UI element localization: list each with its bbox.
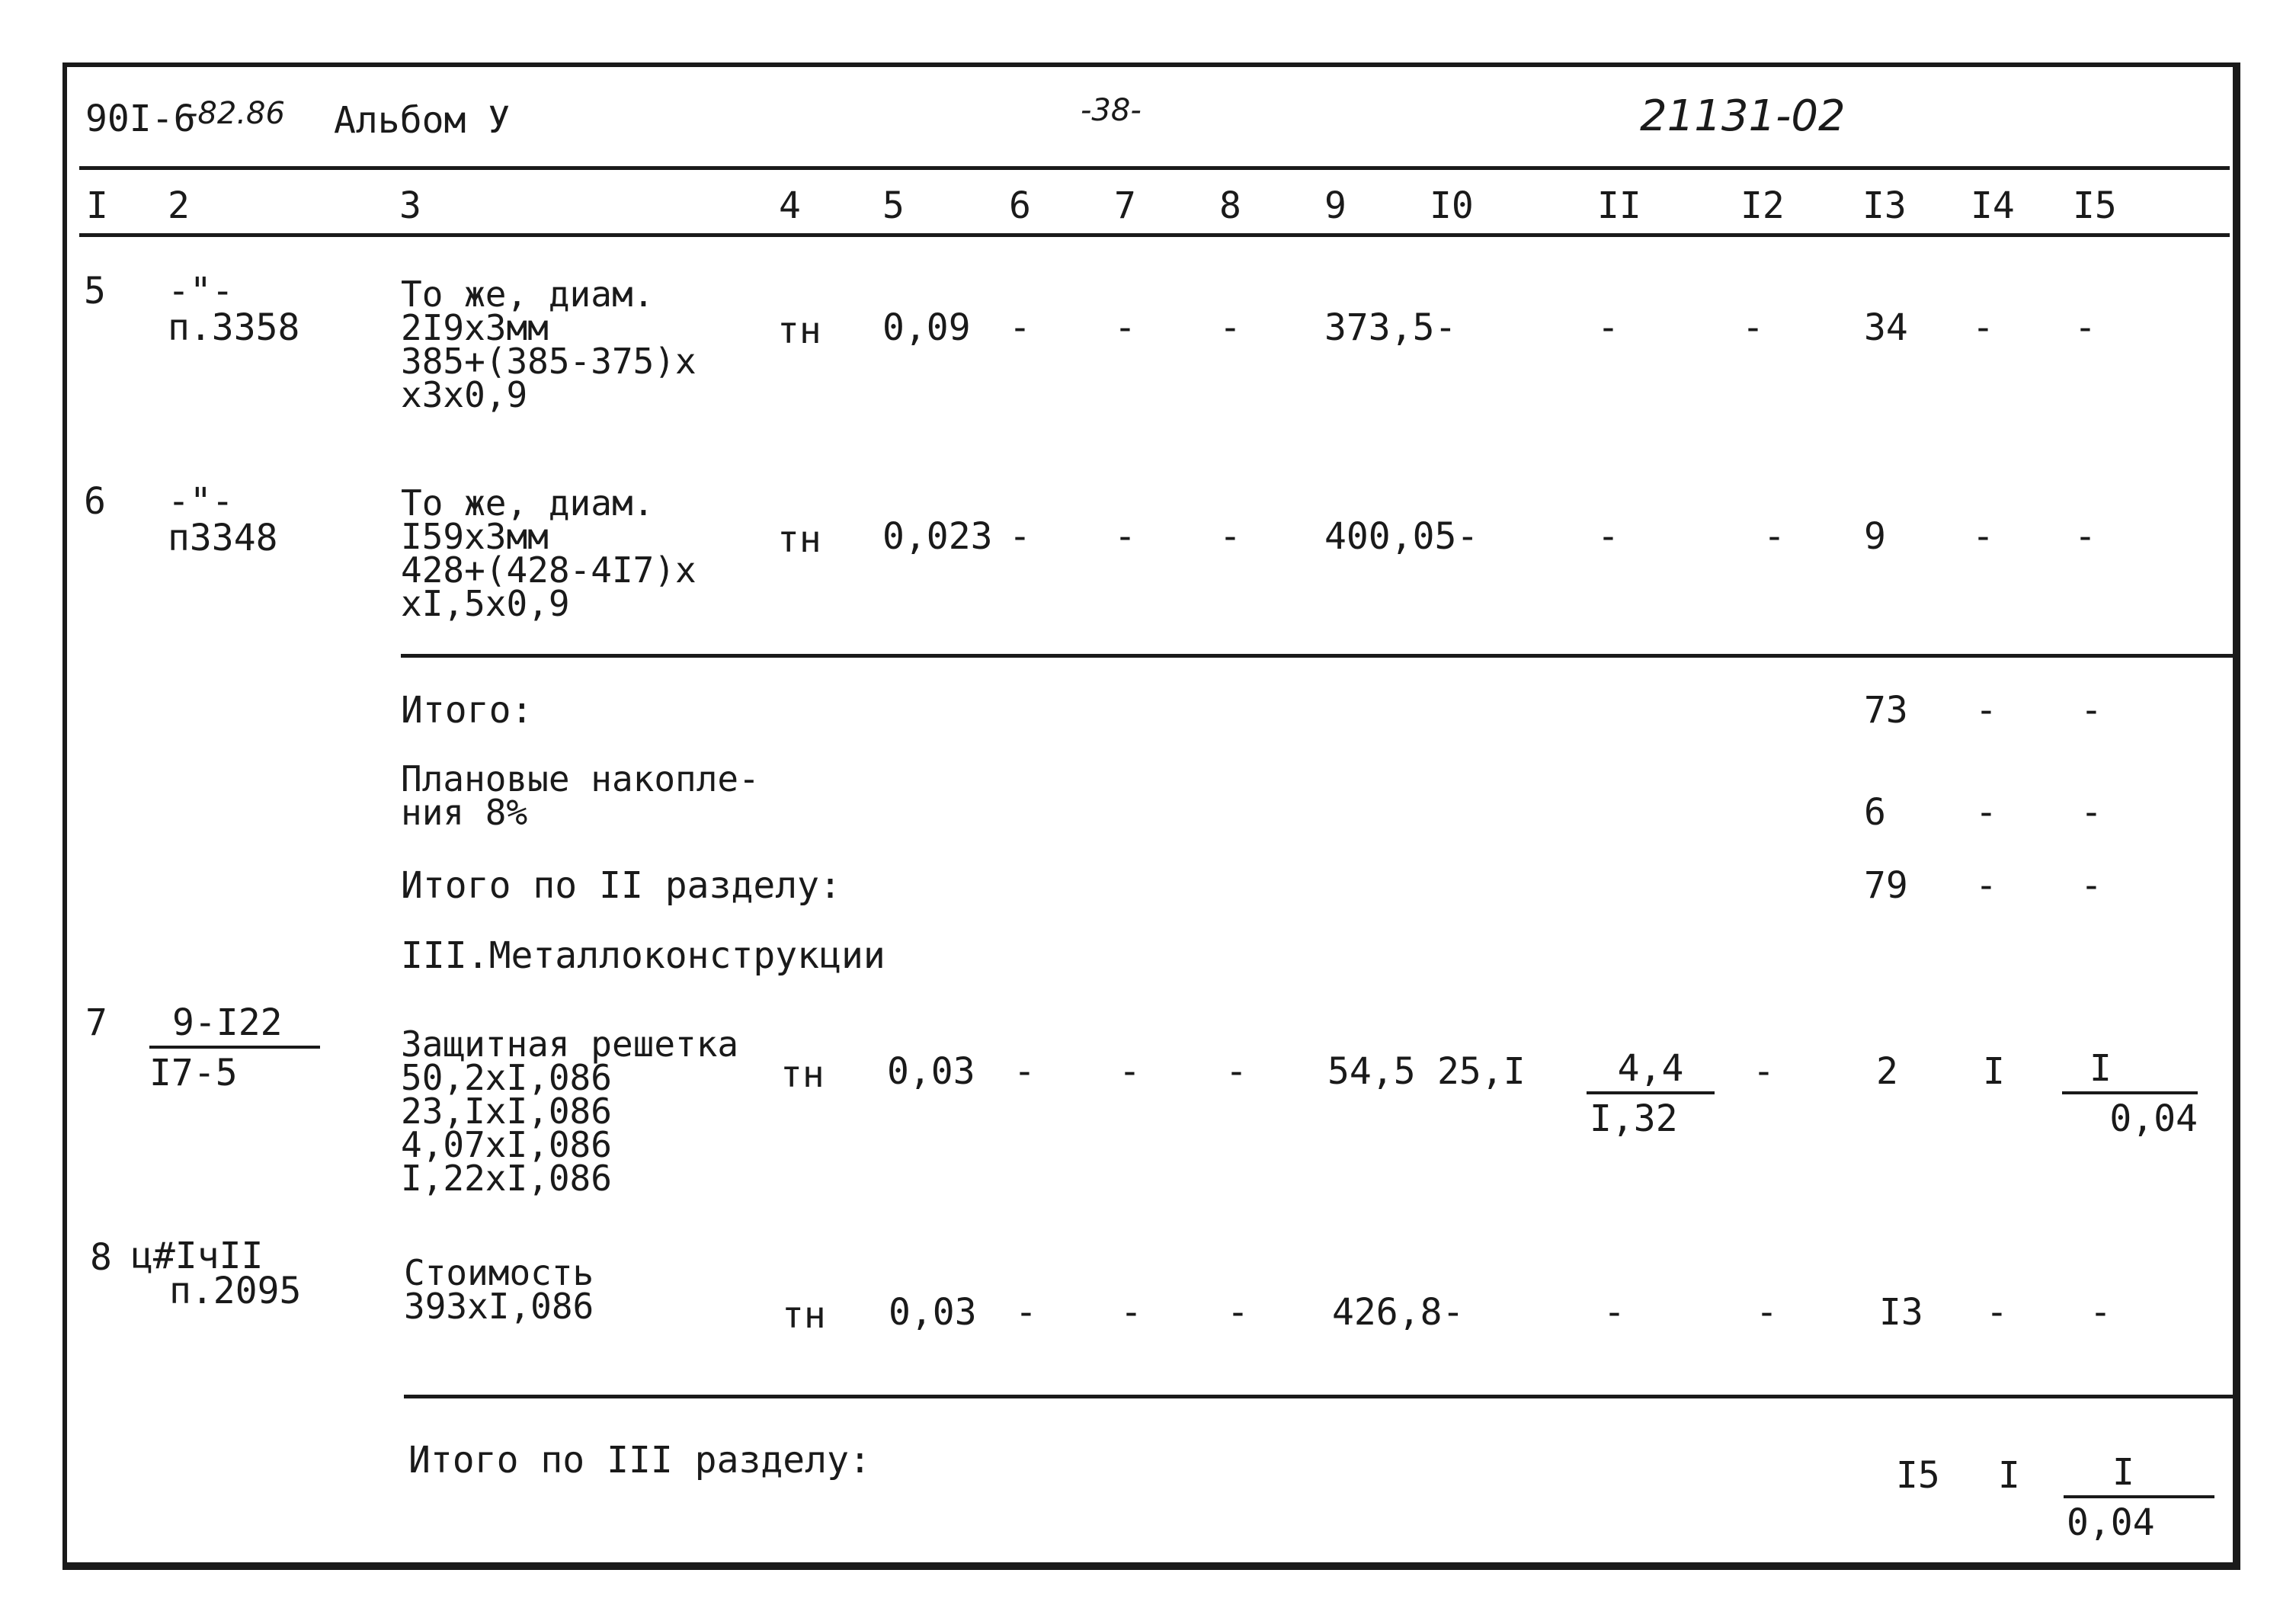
quantity: 0,03	[887, 1050, 975, 1093]
cell-11-denominator: I,32	[1590, 1097, 1678, 1140]
cell-6: -	[1014, 1050, 1036, 1093]
ref-code: п.2095	[169, 1270, 302, 1312]
cell-15: -	[2080, 791, 2102, 834]
col-4: 4	[779, 184, 801, 227]
doc-code: 90I-6	[85, 98, 196, 140]
subtotal-rule	[401, 654, 2233, 658]
desc-line: 4,07xI,086	[401, 1124, 612, 1165]
cell-6: -	[1009, 515, 1031, 558]
planned-label: Плановые накопле-	[401, 758, 760, 799]
desc-line: 428+(428-4I7)x	[401, 549, 696, 591]
cell-15: -	[2089, 1291, 2112, 1334]
cell-13: 6	[1864, 791, 1886, 834]
cell-13: 34	[1864, 306, 1908, 349]
row-number: 8	[90, 1236, 112, 1279]
doc-code-handwritten: -82.86	[187, 96, 285, 131]
col-15: I5	[2073, 184, 2117, 227]
cell-9: 400,05-	[1324, 515, 1479, 558]
col-8: 8	[1219, 184, 1241, 227]
cell-10: 25,I	[1437, 1050, 1526, 1093]
cell-13: 2	[1876, 1050, 1898, 1093]
col-5: 5	[882, 184, 905, 227]
cell-15-denominator: 0,04	[2067, 1501, 2155, 1544]
album-title: Альбом У	[334, 99, 511, 142]
ref-ditto: -"-	[168, 270, 234, 312]
ref-fraction	[149, 1003, 320, 1093]
cell-14: -	[1975, 864, 1997, 907]
cell-15: -	[2074, 515, 2096, 558]
cell-11-numerator: 4,4	[1587, 1049, 1715, 1094]
col-2: 2	[168, 184, 190, 227]
desc-line: Стоимость	[404, 1252, 594, 1293]
cell-15-fraction	[2064, 1453, 2214, 1543]
cell-14: -	[1975, 689, 1997, 732]
desc-line: То же, диам.	[401, 274, 655, 315]
cell-8: -	[1227, 1291, 1249, 1334]
cell-15-numerator: I	[2064, 1453, 2214, 1498]
cell-12: -	[1753, 1050, 1775, 1093]
desc-line: 23,IxI,086	[401, 1091, 612, 1132]
cell-6: -	[1015, 1291, 1037, 1334]
cell-13: 79	[1864, 864, 1908, 907]
cell-9: 373,5-	[1324, 306, 1457, 349]
cell-7: -	[1120, 1291, 1142, 1334]
desc-line: I,22xI,086	[401, 1158, 612, 1199]
col-1: I	[86, 184, 108, 227]
ref-code: п.3358	[168, 306, 300, 349]
ref-denominator: I7-5	[149, 1052, 238, 1094]
cell-9: 426,8-	[1332, 1291, 1465, 1334]
total-label: Итого:	[401, 689, 533, 732]
unit: тн	[780, 1053, 825, 1096]
col-9: 9	[1324, 184, 1347, 227]
section2-total-label: Итого по II разделу:	[401, 864, 841, 907]
cell-7: -	[1114, 306, 1136, 349]
row-number: 6	[84, 480, 106, 523]
ref-numerator: 9-I22	[149, 1003, 320, 1049]
col-10: I0	[1430, 184, 1474, 227]
cell-13: 73	[1864, 689, 1908, 732]
cell-12: -	[1763, 515, 1785, 558]
ref-code: п3348	[168, 517, 278, 559]
desc-line: 2I9x3мм	[401, 307, 549, 348]
cell-15: -	[2080, 689, 2102, 732]
cell-14: -	[1975, 791, 1997, 834]
section3-heading: III.Металлоконструкции	[401, 934, 885, 977]
cell-8: -	[1219, 306, 1241, 349]
unit: тн	[782, 1294, 826, 1337]
section3-total-label: Итого по III разделу:	[408, 1439, 871, 1482]
cell-14: I	[1983, 1050, 2005, 1093]
desc-line: 385+(385-375)x	[401, 341, 696, 382]
planned-label: ния 8%	[401, 792, 528, 833]
col-7: 7	[1114, 184, 1136, 227]
doc-number: 21131-02	[1640, 91, 1846, 141]
desc-line: x3x0,9	[401, 374, 528, 415]
cell-6: -	[1009, 306, 1031, 349]
unit: тн	[777, 309, 821, 352]
desc-line: Защитная решетка	[401, 1024, 739, 1065]
desc-line: I59x3мм	[401, 516, 549, 557]
ref-ditto: -"-	[168, 480, 234, 523]
col-14: I4	[1971, 184, 2015, 227]
cell-13: 9	[1864, 515, 1886, 558]
row-number: 5	[84, 270, 106, 312]
cell-14: -	[1972, 306, 1994, 349]
cell-15-fraction	[2062, 1049, 2198, 1139]
quantity: 0,09	[882, 306, 971, 349]
cell-14: -	[1972, 515, 1994, 558]
col-13: I3	[1862, 184, 1907, 227]
columns-rule	[79, 233, 2230, 237]
desc-line: 393xI,086	[404, 1286, 594, 1327]
cell-15: -	[2074, 306, 2096, 349]
cell-11: -	[1597, 306, 1619, 349]
cell-7: -	[1114, 515, 1136, 558]
ref-prefix: ц#IчII	[131, 1235, 264, 1277]
cell-7: -	[1119, 1050, 1141, 1093]
cell-13: I5	[1896, 1454, 1940, 1497]
cell-12: -	[1756, 1291, 1778, 1334]
cell-8: -	[1219, 515, 1241, 558]
quantity: 0,03	[889, 1291, 977, 1334]
page-number: -38-	[1081, 93, 1142, 128]
cell-11: -	[1603, 1291, 1625, 1334]
cell-11-fraction	[1587, 1049, 1715, 1139]
section3-rule	[404, 1395, 2236, 1398]
desc-line: То же, диам.	[401, 482, 655, 524]
cell-8: -	[1225, 1050, 1247, 1093]
cell-15-denominator: 0,04	[2109, 1097, 2198, 1140]
desc-line: 50,2xI,086	[401, 1057, 612, 1098]
cell-12: -	[1742, 306, 1764, 349]
cell-13: I3	[1879, 1291, 1923, 1334]
cell-15-numerator: I	[2062, 1049, 2198, 1094]
cell-14: I	[1998, 1454, 2020, 1497]
quantity: 0,023	[882, 515, 993, 558]
cell-11: -	[1597, 515, 1619, 558]
col-11: II	[1597, 184, 1641, 227]
col-12: I2	[1740, 184, 1785, 227]
desc-line: xI,5x0,9	[401, 583, 570, 624]
cell-14: -	[1986, 1291, 2008, 1334]
col-6: 6	[1009, 184, 1031, 227]
header-rule	[79, 166, 2230, 170]
row-number: 7	[85, 1001, 107, 1044]
unit: тн	[777, 518, 821, 561]
cell-15: -	[2080, 864, 2102, 907]
col-3: 3	[399, 184, 421, 227]
cell-9: 54,5	[1327, 1050, 1416, 1093]
page-frame	[62, 62, 2240, 1570]
